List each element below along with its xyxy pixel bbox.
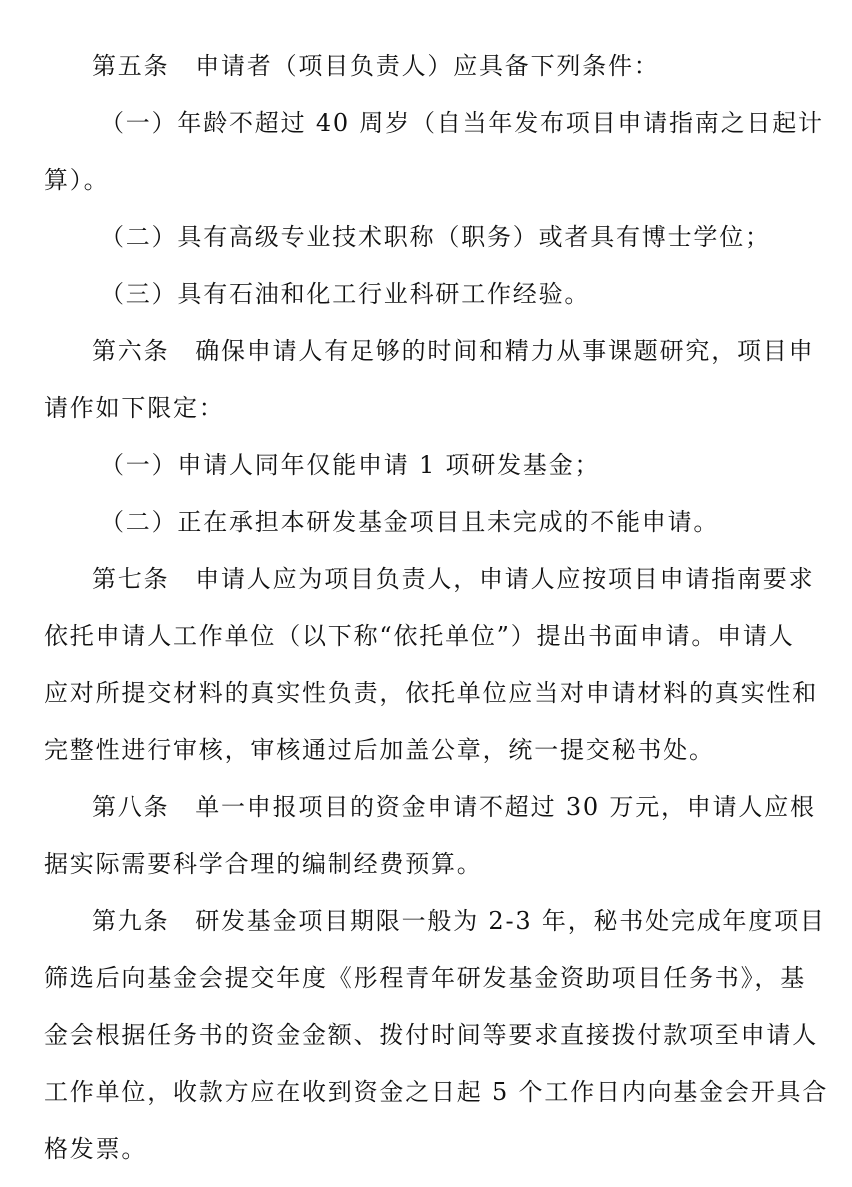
article-7-line-3: 应对所提交材料的真实性负责，依托单位应当对申请材料的真实性和 (44, 679, 818, 707)
article-7-line-4: 完整性进行审核，审核通过后加盖公章，统一提交秘书处。 (44, 736, 715, 764)
article-6-heading-continued: 请作如下限定： (44, 394, 225, 422)
article-7-line-1: 第七条 申请人应为项目负责人，申请人应按项目申请指南要求 (92, 565, 815, 593)
article-6-item-1: （一）申请人同年仅能申请 1 项研发基金； (100, 451, 601, 479)
document-page (44, 38, 829, 1178)
article-8-line-1: 第八条 单一申报项目的资金申请不超过 30 万元，申请人应根 (92, 793, 816, 821)
article-5-item-1: （一）年龄不超过 40 周岁（自当年发布项目申请指南之日起计 (100, 109, 824, 137)
article-6-item-2: （二）正在承担本研发基金项目且未完成的不能申请。 (100, 508, 720, 536)
article-5-item-2: （二）具有高级专业技术职称（职务）或者具有博士学位； (100, 223, 771, 251)
article-9-line-3: 金会根据任务书的资金金额、拨付时间等要求直接拨付款项至申请人 (44, 1021, 818, 1049)
article-5-heading: 第五条 申请者（项目负责人）应具备下列条件： (92, 52, 660, 80)
article-7-line-2: 依托申请人工作单位（以下称“依托单位”）提出书面申请。申请人 (44, 622, 795, 650)
article-9-line-5: 格发票。 (44, 1135, 148, 1163)
article-5-item-1-continued: 算）。 (44, 166, 110, 194)
article-5-item-3: （三）具有石油和化工行业科研工作经验。 (100, 280, 591, 308)
article-9-line-1: 第九条 研发基金项目期限一般为 2-3 年，秘书处完成年度项目 (92, 907, 826, 935)
article-6-heading: 第六条 确保申请人有足够的时间和精力从事课题研究，项目申 (92, 337, 815, 365)
article-9-line-4: 工作单位，收款方应在收到资金之日起 5 个工作日内向基金会开具合 (44, 1078, 829, 1106)
article-9-line-2: 筛选后向基金会提交年度《彤程青年研发基金资助项目任务书》，基 (44, 964, 806, 992)
article-8-line-2: 据实际需要科学合理的编制经费预算。 (44, 850, 483, 878)
